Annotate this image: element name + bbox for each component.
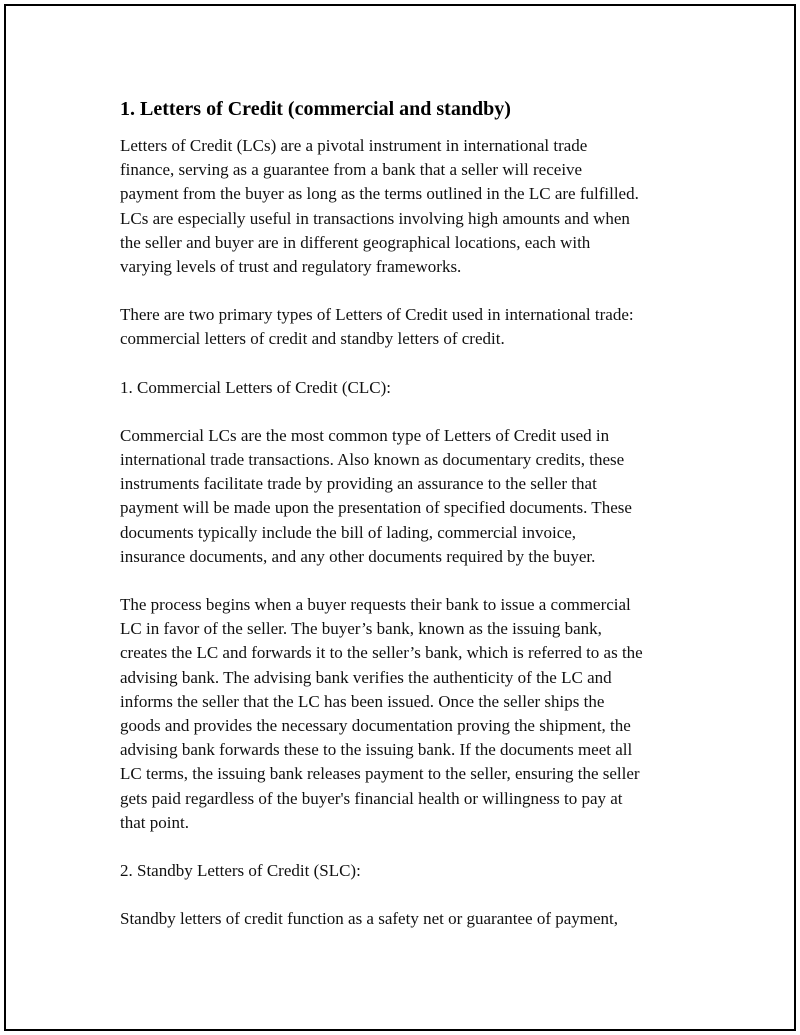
paragraph-standby-lc-intro: Standby letters of credit function as a safety net or guarantee of payment, xyxy=(120,909,619,929)
paragraph-lc-types: There are two primary types of Letters of Credit used in international trade: commercial letters of credit and standby letters of credit. xyxy=(120,305,634,349)
document-title: 1. Letters of Credit (commercial and standby) xyxy=(120,98,511,120)
paragraph-commercial-lc-process: The process begins when a buyer requests their bank to issue a commercial LC in favor of the seller. The buyer’s bank, known as the issuing bank, creates the LC and forwards it to the seller’s bank, which is referred to as the advising bank. The advising bank verifies the authenticity of the LC and informs the seller that the LC has been issued. Once the seller ships the goods and provides the necessary documentation proving the shipment, the advising bank forwards these to the issuing bank. If the documents meet all LC terms, the issuing bank releases payment to the seller, ensuring the seller gets paid regardless of the buyer's financial health or willingness to pay at that point. xyxy=(120,595,643,832)
paragraph-lc-intro: Letters of Credit (LCs) are a pivotal instrument in international trade finance, serving as a guarantee from a bank that a seller will receive payment from the buyer as long as the terms outlined in the LC are fulfilled. LCs are especially useful in transactions involving high amounts and when the seller and buyer are in different geographical locations, each with varying levels of trust and regulatory frameworks. xyxy=(120,136,639,277)
paragraph-commercial-lc-overview: Commercial LCs are the most common type of Letters of Credit used in international trade transactions. Also known as documentary credits, these instruments facilitate trade by providing an assurance to the seller that payment will be made upon the presentation of specified documents. These documents typically include the bill of lading, commercial invoice, insurance documents, and any other documents required by the buyer. xyxy=(120,425,632,566)
document-page xyxy=(4,4,796,1031)
section-heading-standby-lc: 2. Standby Letters of Credit (SLC): xyxy=(120,861,361,881)
section-heading-commercial-lc: 1. Commercial Letters of Credit (CLC): xyxy=(120,377,391,397)
document-body xyxy=(120,96,700,955)
